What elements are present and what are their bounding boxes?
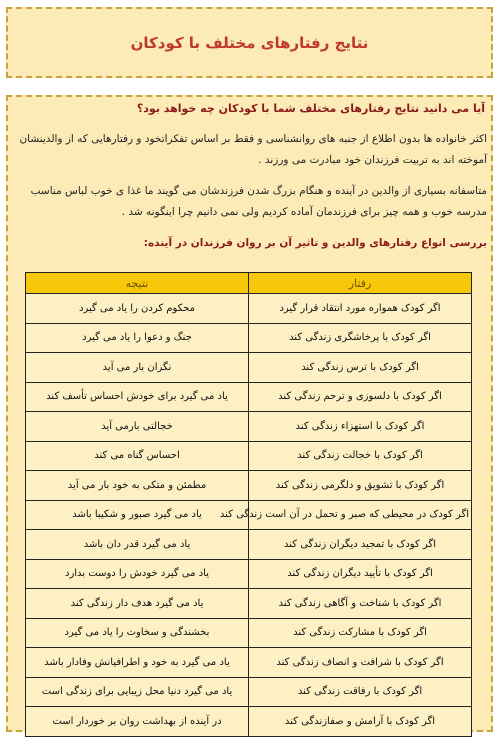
result-cell: بخشندگی و سخاوت را یاد می گیرد bbox=[26, 618, 249, 648]
article-body bbox=[6, 95, 493, 732]
behavior-cell: اگر کودک با پرخاشگری زندگی کند bbox=[249, 323, 472, 353]
table-row bbox=[26, 648, 472, 678]
table-row bbox=[26, 412, 472, 442]
behavior-cell: اگر کودک با شرافت و انصاف زندگی کند bbox=[249, 648, 472, 678]
behavior-cell: اگر کودک با شناخت و آگاهی زندگی کند bbox=[249, 589, 472, 619]
behavior-cell: اگر کودک با تمجید دیگران زندگی کند bbox=[249, 530, 472, 560]
behavior-cell: اگر کودک با مشارکت زندگی کند bbox=[249, 618, 472, 648]
table-row bbox=[26, 589, 472, 619]
result-cell: یاد می گیرد خودش را دوست بدارد bbox=[26, 559, 249, 589]
result-cell: احساس گناه می کند bbox=[26, 441, 249, 471]
result-cell: یاد می گیرد دنیا محل زیبایی برای زندگی است bbox=[26, 677, 249, 707]
result-cell: جنگ و دعوا را یاد می گیرد bbox=[26, 323, 249, 353]
behavior-cell: اگر کودک با رفاقت زندگی کند bbox=[249, 677, 472, 707]
table-row bbox=[26, 707, 472, 737]
result-cell: مطمئن و متکی به خود بار می آید bbox=[26, 471, 249, 501]
table-row bbox=[26, 353, 472, 383]
behavior-cell: اگر کودک با تأیید دیگران زندگی کند bbox=[249, 559, 472, 589]
result-cell: محکوم کردن را یاد می گیرد bbox=[26, 294, 249, 324]
table-row bbox=[26, 294, 472, 324]
result-cell: نگران بار می آید bbox=[26, 353, 249, 383]
table-row bbox=[26, 500, 472, 530]
table-row bbox=[26, 618, 472, 648]
header-result: نتیجه bbox=[26, 273, 249, 294]
section-subtitle: بررسی انواع رفتارهای والدین و تاثیر آن بر روان فرزندان در آینده: bbox=[143, 237, 487, 249]
table-row bbox=[26, 471, 472, 501]
result-cell: یاد می گیرد قدر دان باشد bbox=[26, 530, 249, 560]
header-behavior: رفتار bbox=[249, 273, 472, 294]
table-row bbox=[26, 677, 472, 707]
table-row bbox=[26, 441, 472, 471]
intro-question: آیا می دانید نتایج رفتارهای مختلف شما با کودکان چه خواهد بود؟ bbox=[136, 102, 485, 115]
result-cell: خجالتی بارمی آید bbox=[26, 412, 249, 442]
paragraph-parents: متاسفانه بسیاری از والدین در آینده و هنگام بزرگ شدن فرزندشان می گویند ما غذا ی خوب لباس مناسب مدرسه خوب و همه چیز برای فرزندمان آماده کردیم ولی نمی دانیم چرا اینگونه شد . bbox=[30, 185, 487, 218]
result-cell: در آینده از بهداشت روان بر خوردار است bbox=[26, 707, 249, 737]
result-cell: یاد می گیرد برای خودش احساس تأسف کند bbox=[26, 382, 249, 412]
result-cell: یاد می گیرد صبور و شکیبا باشد bbox=[26, 500, 249, 530]
behavior-cell: اگر کودک با ترس زندگی کند bbox=[249, 353, 472, 383]
behavior-cell: اگر کودک با خجالت زندگی کند bbox=[249, 441, 472, 471]
table-row bbox=[26, 323, 472, 353]
behavior-cell: اگر کودک با استهزاء زندگی کند bbox=[249, 412, 472, 442]
table-row bbox=[26, 382, 472, 412]
paragraph-families: اکثر خانواده ها بدون اطلاع از جنبه های روانشناسی و فقط بر اساس تفکراتخود و رفتارهایی که از والدینشان آموخته اند به تربیت فرزندان خود مبادرت می ورزند . bbox=[19, 133, 487, 166]
behavior-results-table bbox=[25, 272, 472, 737]
behavior-cell: اگر کودک در محیطی که صبر و تحمل در آن است زندگی کند bbox=[249, 500, 472, 530]
page-title: نتایج رفتارهای مختلف با کودکان bbox=[130, 33, 369, 52]
title-banner bbox=[6, 7, 493, 78]
behavior-cell: اگر کودک با دلسوزی و ترحم زندگی کند bbox=[249, 382, 472, 412]
behavior-cell: اگر کودک همواره مورد انتقاد قرار گیرد bbox=[249, 294, 472, 324]
result-cell: یاد می گیرد هدف دار زندگی کند bbox=[26, 589, 249, 619]
table-header-row bbox=[26, 273, 472, 294]
table-row bbox=[26, 530, 472, 560]
result-cell: یاد می گیرد به خود و اطرافیانش وفادار باشد bbox=[26, 648, 249, 678]
behavior-cell: اگر کودک با تشویق و دلگرمی زندگی کند bbox=[249, 471, 472, 501]
table-row bbox=[26, 559, 472, 589]
behavior-cell: اگر کودک با آرامش و صفازندگی کند bbox=[249, 707, 472, 737]
